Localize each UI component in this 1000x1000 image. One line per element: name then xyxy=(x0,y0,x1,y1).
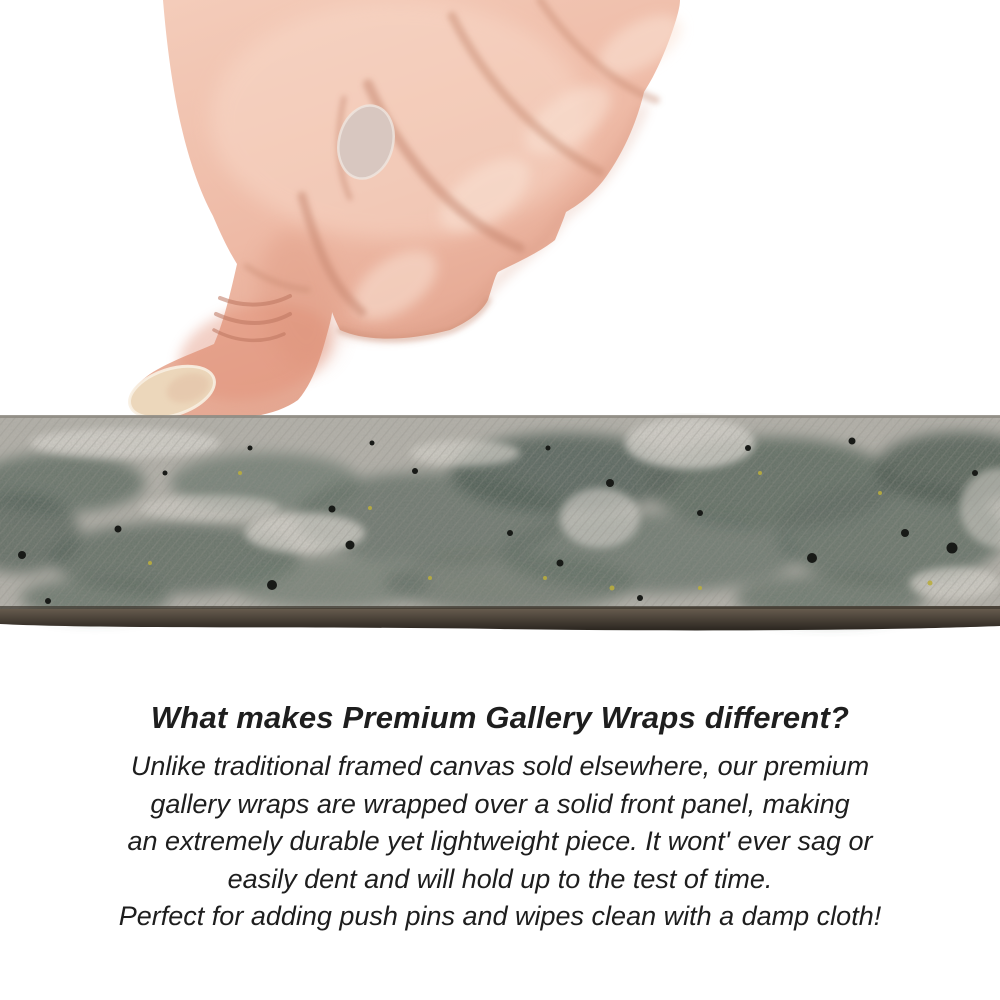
hand-illustration xyxy=(0,0,1000,440)
info-line-2: gallery wraps are wrapped over a solid front panel, making xyxy=(150,788,850,819)
info-heading: What makes Premium Gallery Wraps different? xyxy=(150,700,850,735)
hand-photo xyxy=(0,0,1000,440)
info-line-4: easily dent and will hold up to the test of time. xyxy=(227,863,773,894)
grain-texture xyxy=(0,416,1000,613)
strip-top-edge xyxy=(0,415,1000,418)
strip-edge-shadowline xyxy=(0,606,1000,609)
info-text-block xyxy=(0,700,1000,936)
strip-bottom-edge xyxy=(0,606,1000,630)
canvas-edge-strip xyxy=(0,413,1000,637)
info-line-3: an extremely durable yet lightweight piece. It wont' ever sag or xyxy=(127,826,873,856)
info-line-1: Unlike traditional framed canvas sold elsewhere, our premium xyxy=(130,751,870,781)
info-line-5: Perfect for adding push pins and wipes clean with a damp cloth! xyxy=(118,901,882,931)
canvas-strip-illustration xyxy=(0,413,1000,637)
